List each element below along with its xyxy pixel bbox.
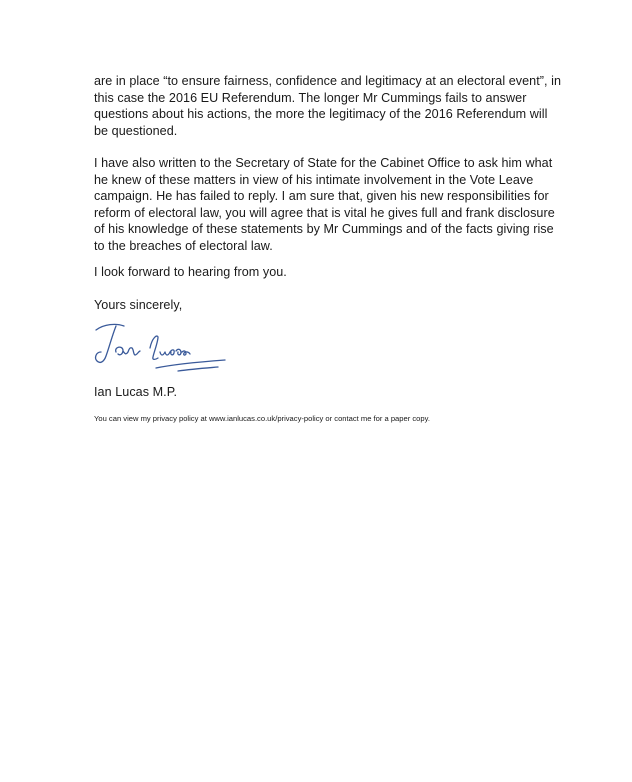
body-paragraph-legitimacy: are in place “to ensure fairness, confidence and legitimacy at an electoral event”, in this case the 2016 EU Referendum. The longer Mr Cummings fails to answer questions about his actions, the more the legitimacy of the 2016 Referendum will be questioned. xyxy=(94,74,562,138)
handwritten-signature xyxy=(90,318,240,380)
body-paragraph-cabinet-office: I have also written to the Secretary of State for the Cabinet Office to ask him what he knew of these matters in view of his intimate involvement in the Vote Leave campaign. He has failed to reply. I am sure that, given his new responsibilities for reform of electoral law, you will agree that is vital he gives full and frank disclosure of his knowledge of these statements by Mr Cummings and of the facts giving rise to the breaches of electoral law. xyxy=(94,156,555,253)
privacy-policy-note: You can view my privacy policy at www.ianlucas.co.uk/privacy-policy or contact me for a paper copy. xyxy=(94,414,430,423)
body-paragraph-look-forward: I look forward to hearing from you. xyxy=(94,265,287,279)
closing-salutation: Yours sincerely, xyxy=(94,298,183,312)
signatory-name: Ian Lucas M.P. xyxy=(94,385,178,399)
